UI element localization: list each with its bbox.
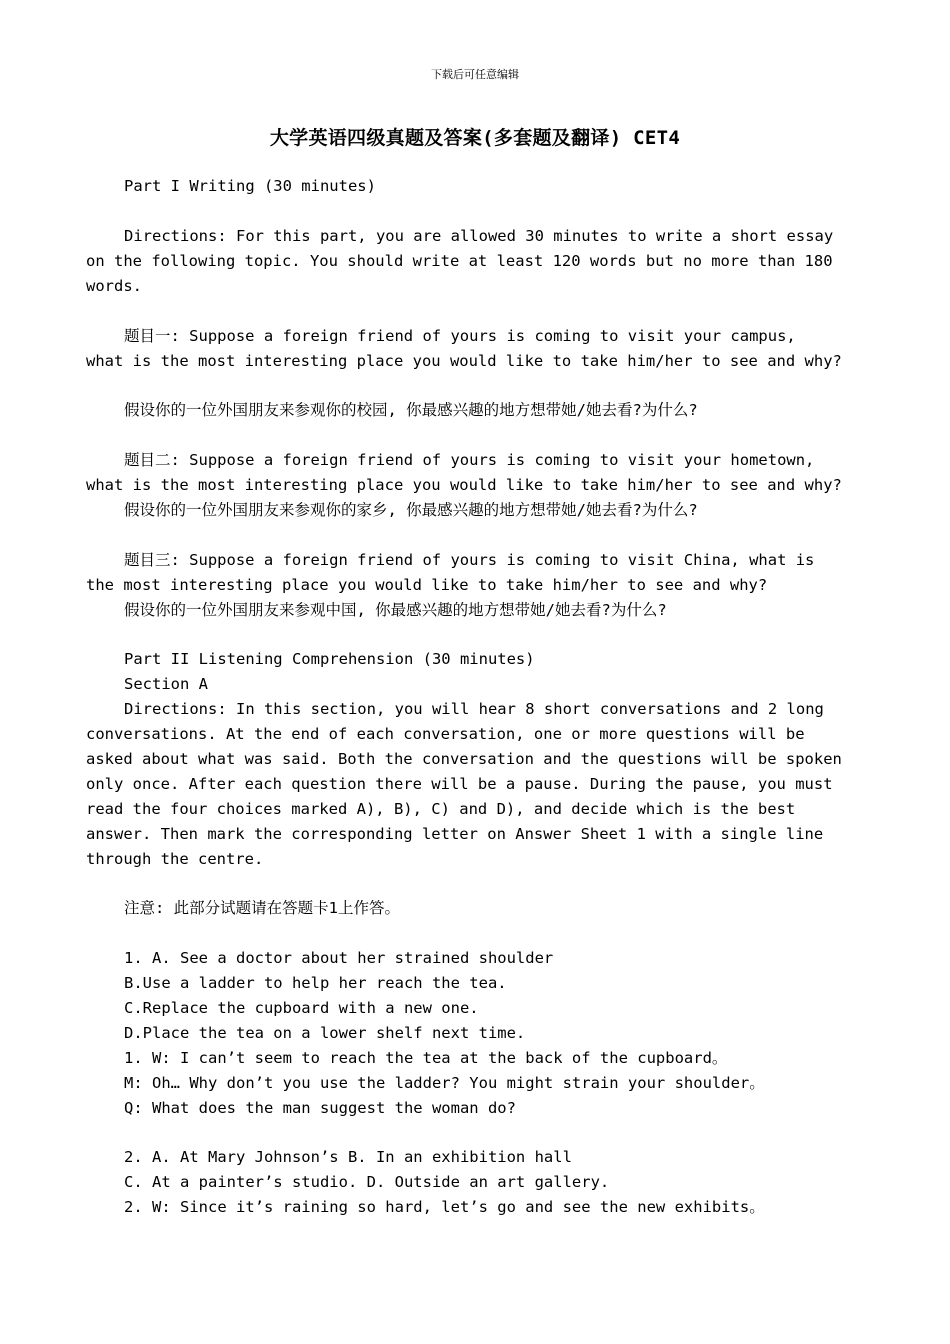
page-header: 下载后可任意编辑 [431,68,519,81]
topic3-chinese: 假设你的一位外国朋友来参观中国, 你最感兴趣的地方想带她/她去看?为什么? [124,601,667,619]
topic2-chinese: 假设你的一位外国朋友来参观你的家乡, 你最感兴趣的地方想带她/她去看?为什么? [124,501,698,519]
q2-options-cd: C. At a painter’s studio. D. Outside an art gallery. [124,1173,610,1191]
part2-heading: Part II Listening Comprehension (30 minutes) [124,650,535,668]
topic1-chinese: 假设你的一位外国朋友来参观你的校园, 你最感兴趣的地方想带她/她去看?为什么? [124,401,698,419]
q1-option-b: B.Use a ladder to help her reach the tea. [124,974,507,992]
listening-directions-line-2: conversations. At the end of each conversation, one or more questions will be [86,725,805,743]
listening-directions-line-6: answer. Then mark the corresponding letter on Answer Sheet 1 with a single line [86,825,824,843]
topic1-line-1: 题目一: Suppose a foreign friend of yours is coming to visit your campus, [124,327,796,345]
writing-directions-line-3: words. [86,277,142,295]
listening-directions-line-4: only once. After each question there will be a pause. During the pause, you must [86,775,833,793]
topic2-line-2: what is the most interesting place you would like to take him/her to see and why? [86,476,842,494]
q1-script-man: M: Oh… Why don’t you use the ladder? You might strain your shoulder。 [124,1074,765,1092]
q1-script-woman: 1. W: I can’t seem to reach the tea at the back of the cupboard。 [124,1049,728,1067]
q1-script-question: Q: What does the man suggest the woman do? [124,1099,516,1117]
q1-option-a: 1. A. See a doctor about her strained shoulder [124,949,554,967]
q1-option-d: D.Place the tea on a lower shelf next time. [124,1024,526,1042]
section-a-heading: Section A [124,675,208,693]
q2-script-woman: 2. W: Since it’s raining so hard, let’s go and see the new exhibits。 [124,1198,765,1216]
topic2-line-1: 题目二: Suppose a foreign friend of yours is coming to visit your hometown, [124,451,815,469]
document-title: 大学英语四级真题及答案(多套题及翻译) CET4 [269,127,681,149]
q1-option-c: C.Replace the cupboard with a new one. [124,999,479,1017]
topic3-line-1: 题目三: Suppose a foreign friend of yours is coming to visit China, what is [124,551,815,569]
listening-directions-line-5: read the four choices marked A), B), C) and D), and decide which is the best [86,800,796,818]
writing-directions-line-2: on the following topic. You should write at least 120 words but no more than 180 [86,252,833,270]
topic1-line-2: what is the most interesting place you would like to take him/her to see and why? [86,352,842,370]
topic3-line-2: the most interesting place you would like to take him/her to see and why? [86,576,768,594]
part1-heading: Part I Writing (30 minutes) [124,177,376,195]
answer-sheet-note: 注意: 此部分试题请在答题卡1上作答。 [124,899,400,917]
listening-directions-line-3: asked about what was said. Both the conversation and the questions will be spoken [86,750,842,768]
listening-directions-line-7: through the centre. [86,850,264,868]
listening-directions-line-1: Directions: In this section, you will hear 8 short conversations and 2 long [124,700,824,718]
writing-directions-line-1: Directions: For this part, you are allowed 30 minutes to write a short essay [124,227,834,245]
q2-options-ab: 2. A. At Mary Johnson’s B. In an exhibition hall [124,1148,572,1166]
